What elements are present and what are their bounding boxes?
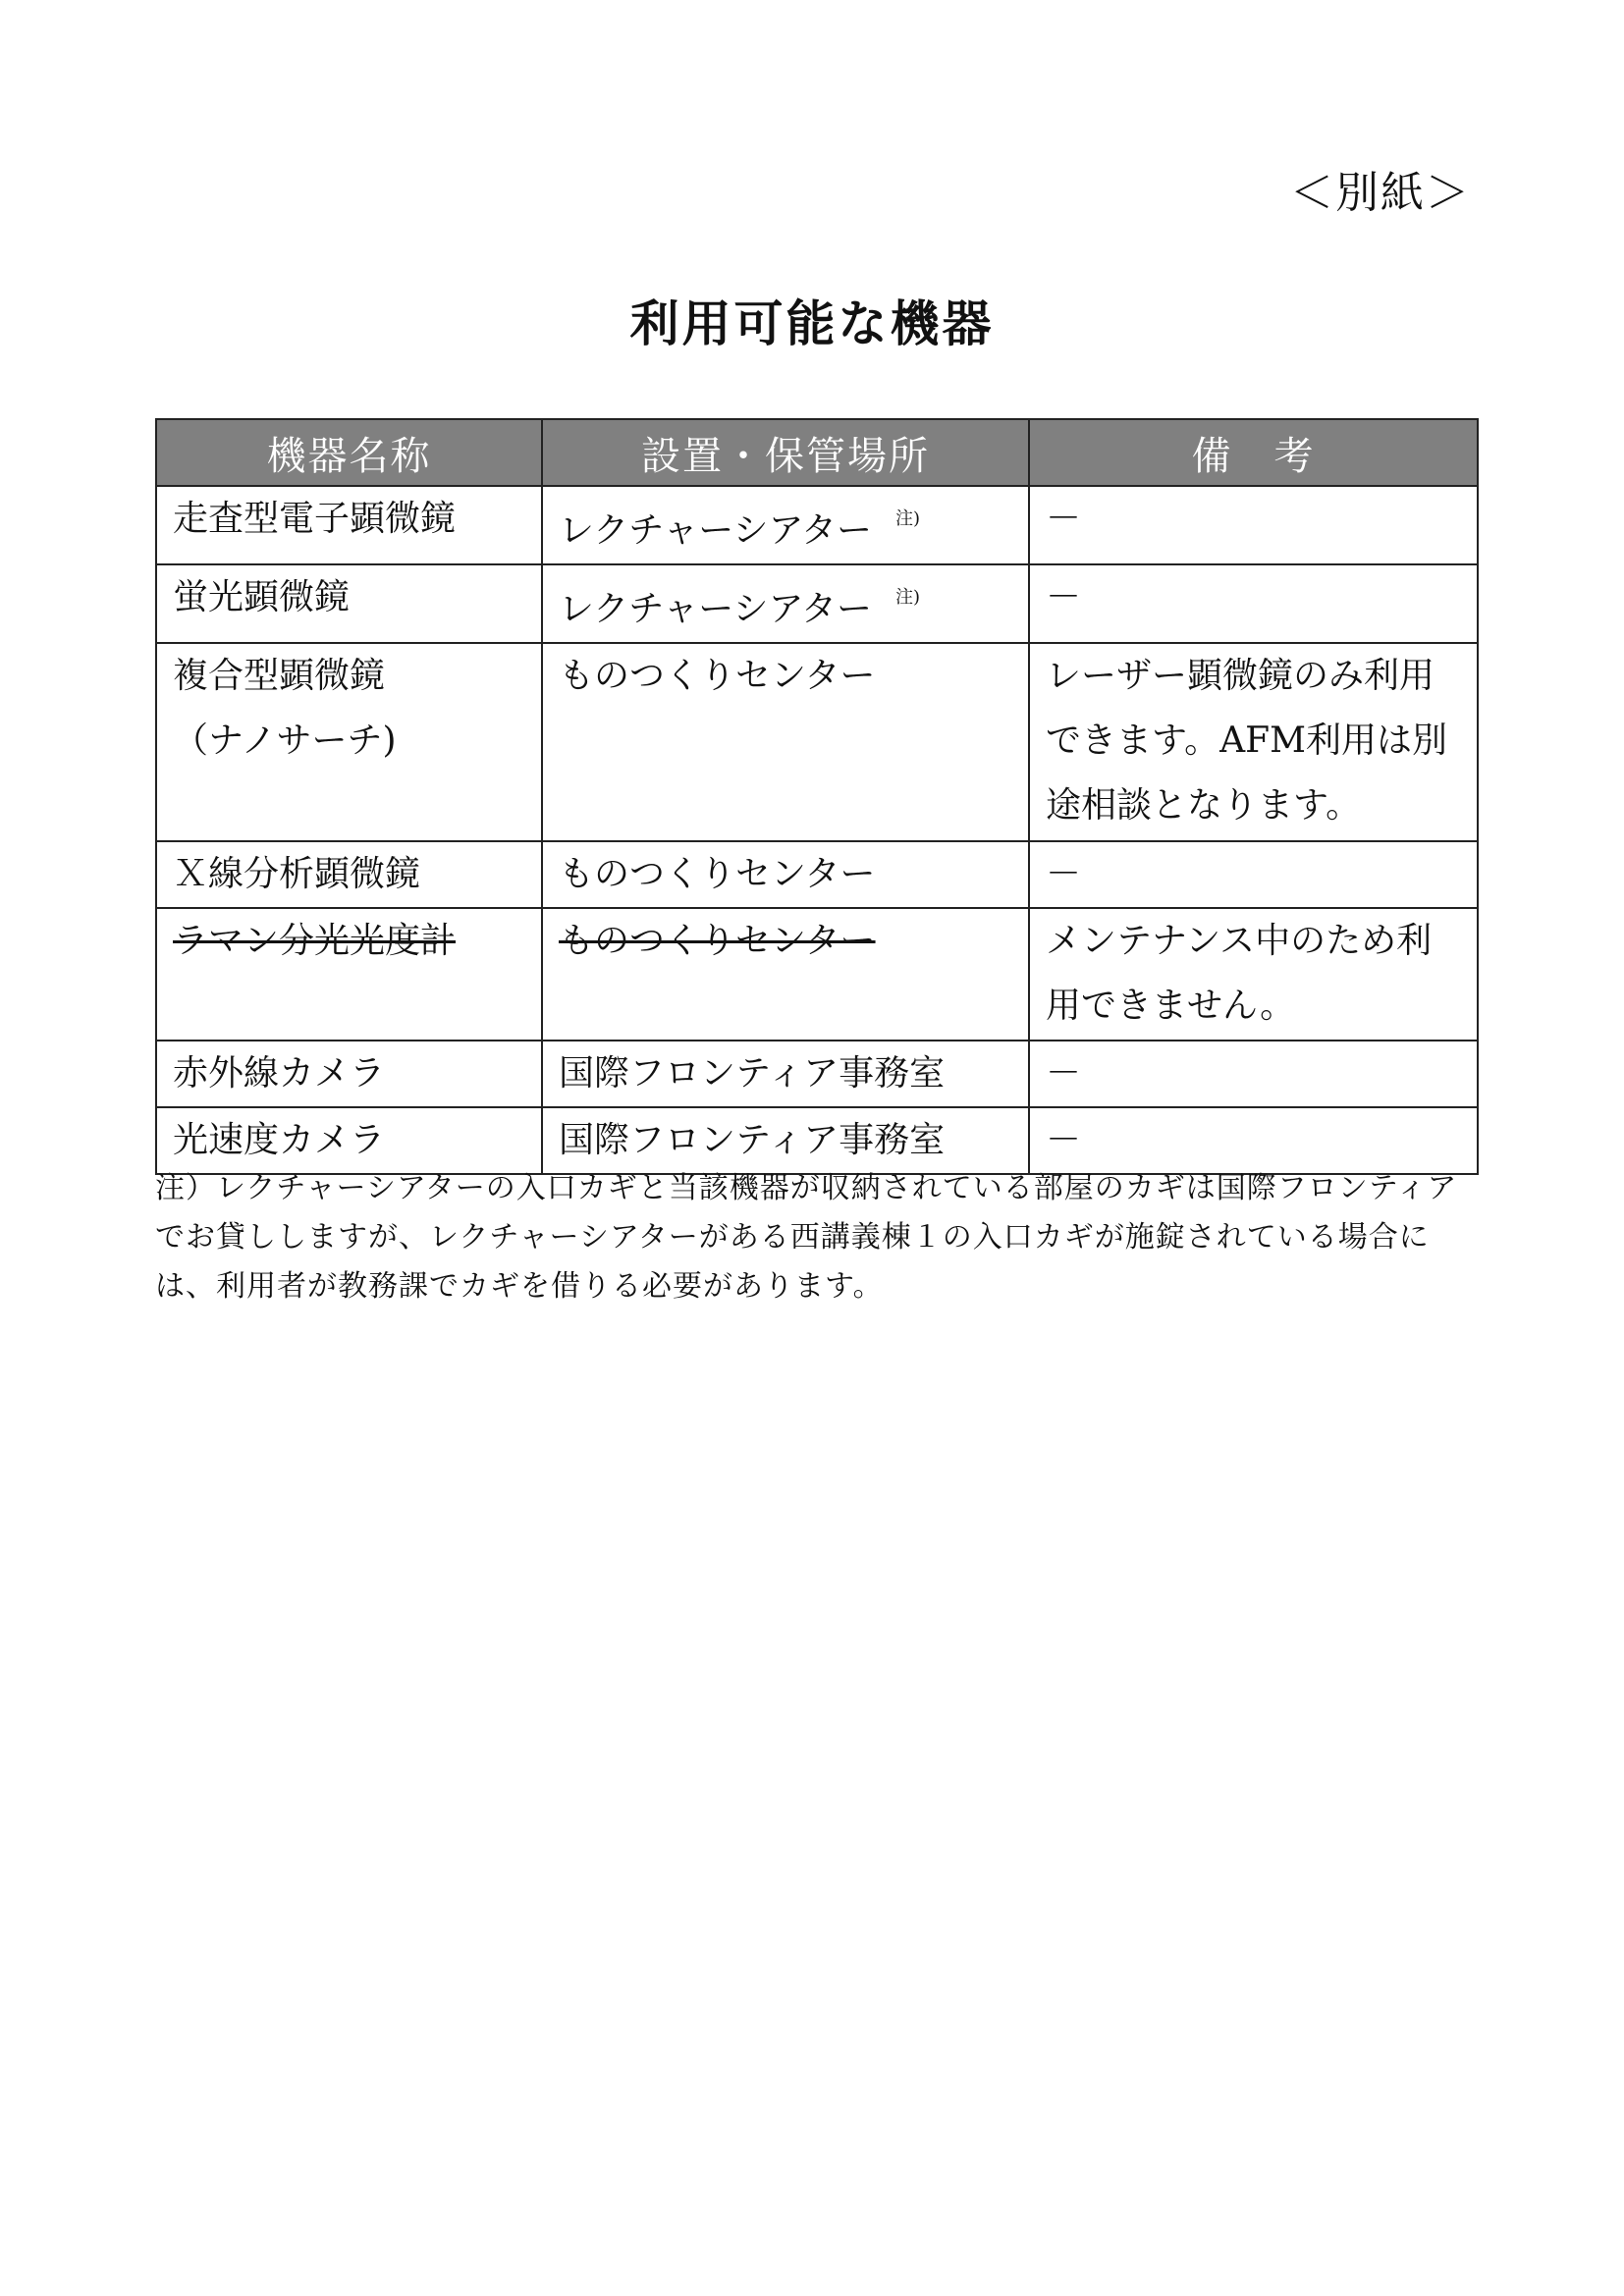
remarks-cell bbox=[1029, 1041, 1478, 1107]
remarks-cell bbox=[1029, 564, 1478, 643]
equipment-name-cell bbox=[156, 643, 542, 841]
location-text: ものつくりセンター bbox=[559, 656, 876, 696]
table-row bbox=[156, 908, 1478, 1041]
remarks-text: － bbox=[1046, 1053, 1082, 1094]
location-text: レクチャーシアター bbox=[559, 510, 872, 551]
remarks-text: － bbox=[1046, 499, 1082, 539]
header-location: 設置・保管場所 bbox=[542, 419, 1029, 486]
remarks-text: － bbox=[1046, 854, 1082, 894]
remarks-cell bbox=[1029, 486, 1478, 564]
equipment-name: 複合型顕微鏡 bbox=[173, 656, 386, 696]
equipment-name: 走査型電子顕微鏡 bbox=[173, 499, 457, 539]
location-text: ものつくりセンター bbox=[559, 854, 876, 894]
remarks-text: メンテナンス中のため利用できません。 bbox=[1046, 921, 1433, 1026]
location-text: 国際フロンティア事務室 bbox=[559, 1120, 946, 1160]
remarks-text: － bbox=[1046, 577, 1082, 617]
table-row bbox=[156, 486, 1478, 564]
equipment-name: 蛍光顕微鏡 bbox=[173, 577, 351, 617]
location-text-struck: ものつくりセンター bbox=[559, 921, 876, 961]
remarks-cell bbox=[1029, 908, 1478, 1041]
equipment-name-cell bbox=[156, 908, 542, 1041]
header-equipment-name: 機器名称 bbox=[156, 419, 542, 486]
table-row bbox=[156, 1041, 1478, 1107]
equipment-name-cell bbox=[156, 486, 542, 564]
page-title: 利用可能な機器 bbox=[629, 295, 995, 352]
location-cell bbox=[542, 643, 1029, 841]
equipment-name-struck: ラマン分光光度計 bbox=[173, 921, 457, 961]
table-row bbox=[156, 841, 1478, 908]
remarks-text: － bbox=[1046, 1120, 1082, 1160]
equipment-name-cell bbox=[156, 564, 542, 643]
equipment-name: 光速度カメラ bbox=[173, 1120, 386, 1160]
location-text: レクチャーシアター bbox=[559, 589, 872, 629]
equipment-table bbox=[155, 418, 1479, 1175]
table-header-row bbox=[156, 419, 1478, 486]
note-mark: 注) bbox=[894, 508, 920, 529]
location-cell bbox=[542, 841, 1029, 908]
location-cell bbox=[542, 1041, 1029, 1107]
remarks-cell bbox=[1029, 841, 1478, 908]
remarks-cell bbox=[1029, 643, 1478, 841]
location-text: 国際フロンティア事務室 bbox=[559, 1053, 946, 1094]
location-cell bbox=[542, 564, 1029, 643]
remarks-text: レーザー顕微鏡のみ利用できます。AFM利用は別途相談となります。 bbox=[1046, 656, 1447, 826]
equipment-name: Ｘ線分析顕微鏡 bbox=[173, 854, 421, 894]
equipment-name: 赤外線カメラ bbox=[173, 1053, 386, 1094]
footnote: 注）レクチャーシアターの入口カギと当該機器が収納されている部屋のカギは国際フロンティアでお貸ししますが、レクチャーシアターがある西講義棟１の入口カギが施錠されている場合には、利用者が教務課でカギを借りる必要があります。 bbox=[155, 1171, 1458, 1304]
equipment-name-cell bbox=[156, 1041, 542, 1107]
equipment-name-cell bbox=[156, 841, 542, 908]
header-remarks: 備 考 bbox=[1029, 419, 1478, 486]
attachment-label: ＜別紙＞ bbox=[1290, 168, 1471, 218]
table-row bbox=[156, 564, 1478, 643]
location-cell bbox=[542, 486, 1029, 564]
location-cell bbox=[542, 908, 1029, 1041]
equipment-name-sub: （ナノサーチ) bbox=[173, 721, 397, 761]
table-row bbox=[156, 643, 1478, 841]
note-mark: 注) bbox=[894, 587, 920, 608]
